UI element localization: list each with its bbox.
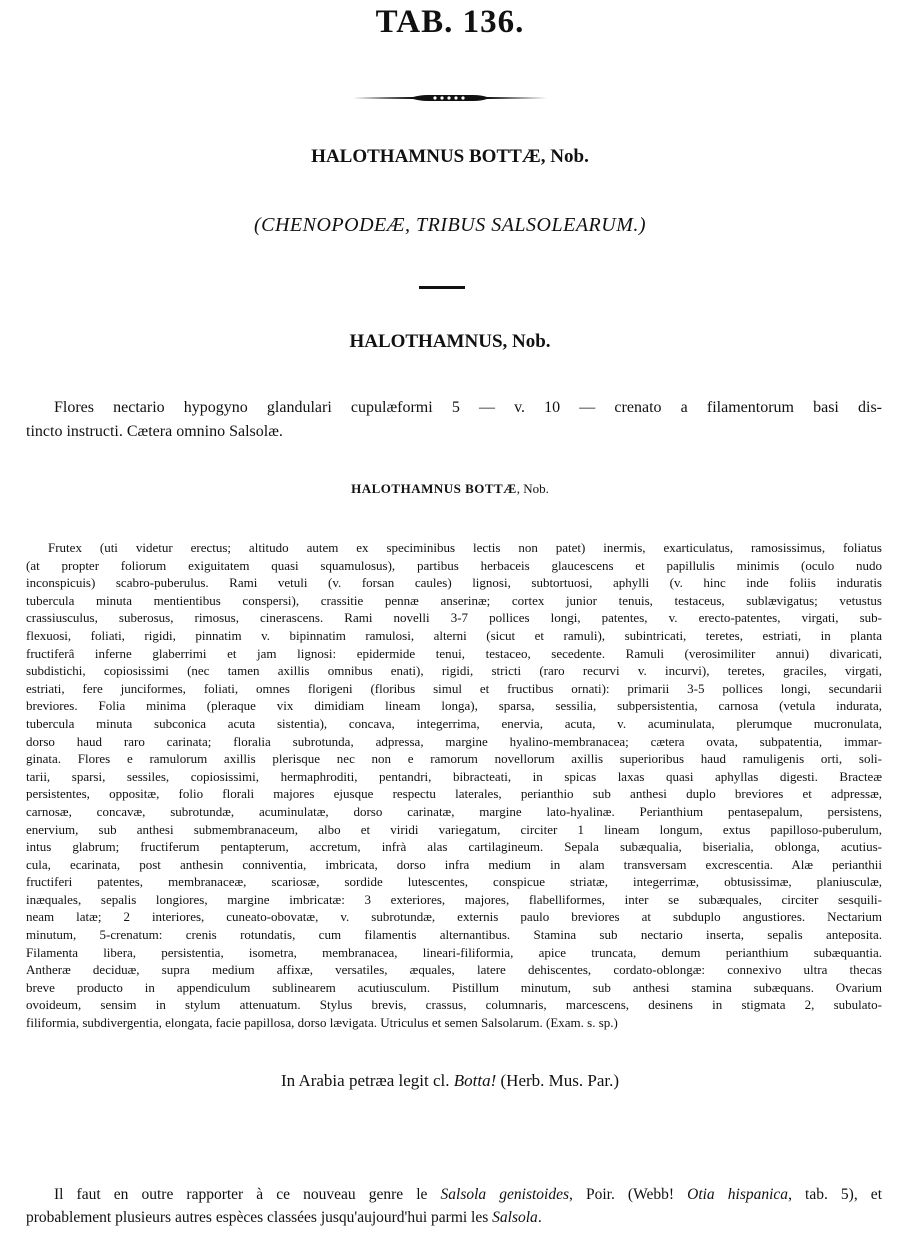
text-line: fructiferi patentes, membranaceæ, scariosæ, sordide lutescentes, conspicue striatæ, integerrimæ, obtusissimæ, planiusculæ, [26, 874, 882, 890]
note-text: probablement plusieurs autres espèces classées jusqu'aujourd'hui parmi les [26, 1209, 493, 1226]
species-subheading-suffix: , Nob. [516, 481, 549, 496]
ornament-divider [353, 92, 547, 104]
text-line: tincto instructi. Cætera omnino Salsolæ. [26, 423, 283, 440]
note-text: , tab. 5), et [788, 1186, 882, 1203]
text-line: neam latæ; 2 interiores, cuneato-obovatæ, v. subrotundæ, externis paulo breviores at subduplo angustiores. Nectarium [26, 909, 882, 925]
text-line: tubercula minuta mentientibus conspersi), crassitie pennæ anserinæ; cortex junior tenuis, testaceus, sublævigatus; vetustus [26, 592, 882, 608]
text-line: inæquales, sepalis longiores, margine imbricatæ: 3 exteriores, majores, flabelliformes, inter se subæquales, circiter sesquili- [26, 891, 882, 907]
text-line: breve producto in appendiculum sublinearem acutiusculum. Pistillum minutum, sub anthesi stamina subæquans. Ovarium [26, 979, 882, 995]
text-line: ginata. Flores e ramulorum axillis plerisque nec non e ramorum novellorum axillis superioribus haud ramuligenis orti, soli- [26, 751, 882, 767]
locality-prefix: In Arabia petræa legit cl. [280, 1071, 454, 1090]
note-text: Il faut en outre rapporter à ce nouveau genre le [54, 1186, 441, 1203]
text-line: Flores nectario hypogyno glandulari cupulæformi 5 — v. 10 — crenato a filamentorum basi dis- [54, 399, 882, 416]
text-line: dorso haud raro carinata; floralia subrotunda, adpressa, margine hyalino-membranacea; cætera ovata, subpatentia, immar- [26, 733, 882, 749]
text-line: Filamenta libera, persistentia, isometra, membranacea, lineari-filiformia, apice truncata, demum perianthium subæquantia. [26, 944, 882, 960]
text-line: enervium, sub anthesi submembranaceum, albo et viridi variegatum, circiter 1 lineam longum, extus papilloso-puberulum, [26, 821, 882, 837]
text-line: crassiusculus, suberosus, rimosus, cinerascens. Rami novelli 3-7 pollices longi, patentes, v. erecto-patentes, virgati, sub- [26, 610, 882, 626]
note-line [26, 1183, 882, 1206]
species-heading: HALOTHAMNUS BOTTÆ, Nob. [311, 146, 589, 167]
note-taxon: Salsola genistoides [440, 1186, 570, 1203]
text-line: filiformia, subdivergentia, elongata, facie papillosa, dorso lævigata. Utriculus et semen Salsolarum. (Exam. s. sp.) [26, 1015, 618, 1031]
family-heading: (CHENOPODEÆ, TRIBUS SALSOLEARUM.) [253, 214, 647, 236]
text-line: Frutex (uti videtur erectus; altitudo autem ex speciminibus lectis non patet) inermis, exarticulatus, ramosissimus, foliatus [48, 540, 882, 555]
text-line: inconspicuis) scabro-puberulus. Rami vetuli (v. forsan caules) lignosi, subtortuosi, aphylli (v. hinc inde foliis induratis [26, 575, 882, 591]
note-text: . [537, 1209, 542, 1226]
locality-suffix: (Herb. Mus. Par.) [496, 1071, 620, 1090]
text-line: estriati, fere junciformes, foliati, omnes florigeni (floribus simul et fructibus ornati): primarii 3-5 pollices longi, secundarii [26, 680, 882, 696]
text-line: minutum, 5-crenatum: crenis rotundatis, cum filamentis alternantibus. Stamina sub nectario inserta, sepalis anteposita. [26, 927, 882, 943]
short-rule-divider [419, 286, 465, 289]
note-line [26, 1206, 882, 1229]
text-line: ovoideum, sensim in stylum attenuatum. Stylus brevis, crassus, columnaris, marcescens, desinens in stigmata 2, subulato- [26, 997, 882, 1013]
text-line: tubercula minuta subconica acuta sistentia), concava, integerrima, enervia, acuta, v. acuminulata, plerumque mucronulata, [26, 715, 882, 731]
text-line: carnosæ, concavæ, subrotundæ, acuminulatæ, dorso carinatæ, margine lato-hyalinæ. Perianthium pentasepalum, persistens, [26, 803, 882, 819]
note-taxon: Salsola [492, 1209, 538, 1226]
text-line: (at propter foliorum exiguitatem quasi squamulosus), partibus herbaceis glaucescens et papillulis minimis (oculo nudo [26, 557, 882, 573]
note-text: , Poir. (Webb! [569, 1186, 688, 1203]
note-reference-title: Otia hispanica [687, 1186, 789, 1203]
text-line: breviores. Folia minima (pleraque vix dimidiam lineam longa), sparsa, sessilia, subpersistentia, carnosa (vetula indurata, [26, 698, 882, 714]
species-description [26, 539, 882, 1032]
text-line: tarii, sparsi, sessiles, copiosissimi, hermaphroditi, pentandri, bibracteati, in spicas laxas quasi aphyllas digesti. Bracteæ [26, 768, 882, 784]
text-line: intus glabrum; fructiferum pentapterum, accretum, infrà alas cartilagineum. Sepala subæqualia, biserialia, oblonga, acutius- [26, 839, 882, 855]
text-line: fructiferâ inferne glaberrimi et jam lignosi: epidermide tenui, testaceo, secedente. Ramuli (verosimiliter annui) divaricati, [26, 645, 882, 661]
plate-title: TAB. 136. [375, 4, 525, 40]
species-subheading-name: HALOTHAMNUS BOTTÆ [351, 481, 517, 496]
locality-line [0, 1071, 900, 1091]
genus-heading: HALOTHAMNUS, Nob. [349, 331, 551, 352]
genus-description [26, 396, 882, 444]
text-line: subdistichi, copiosissimi (nec tamen axillis omnibus enati), rigidi, stricti (raro recurvi v. incurvi), teretes, graciles, virgati, [26, 663, 882, 679]
text-line: cula, ecarinata, post anthesin conniventia, imbricata, dorso infra medium in alam transversam excrescentia. Alæ perianthii [26, 856, 882, 872]
note-paragraph [26, 1183, 882, 1229]
text-line: persistentes, oppositæ, folio florali majores ejusque respectu laterales, perianthio sub anthesi duplo breviores et adpressæ, [26, 786, 882, 802]
species-subheading [0, 481, 900, 497]
locality-collector: Botta! [453, 1071, 497, 1090]
text-line: flexuosi, foliati, rigidi, pinnatim v. bipinnatim ramulosi, alterni (sicut et ramuli), subintricati, teretes, estriati, in planta [26, 627, 882, 643]
text-line: Antheræ deciduæ, supra medium affixæ, versatiles, æquales, latere dehiscentes, cordato-oblongæ: connexivo ultra thecas [26, 962, 882, 978]
